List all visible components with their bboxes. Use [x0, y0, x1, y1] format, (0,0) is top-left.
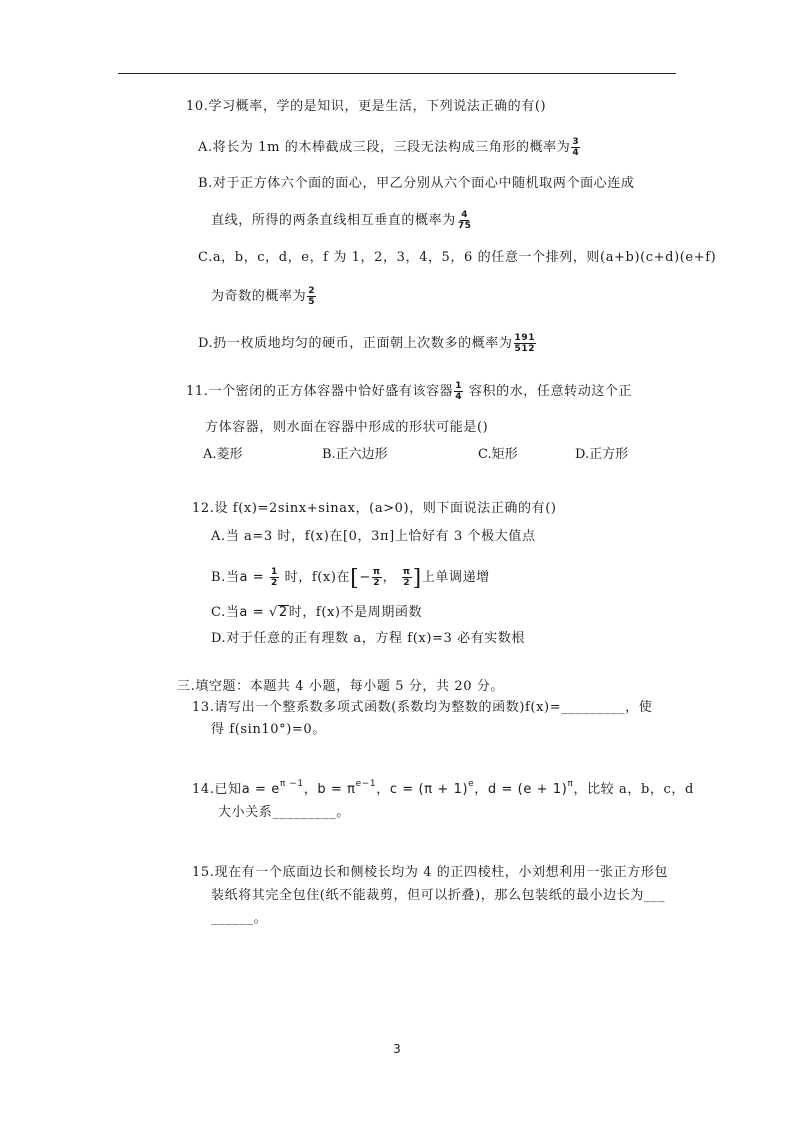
fraction: $\frac{191}{512}$	[514, 333, 536, 354]
q11-stem-line2: 方体容器，则水面在容器中形成的形状可能是()	[205, 420, 489, 435]
header-rule	[118, 73, 676, 74]
fraction: $\frac{3}{4}$	[572, 137, 580, 158]
fraction: $\frac{\pi}{2}$	[372, 567, 381, 588]
fraction: $\frac{2}{5}$	[308, 286, 316, 307]
q11-option-b: B.正六边形	[322, 447, 388, 462]
q12-option-a: A.当 a=3 时，f(x)在[0，3π]上恰好有 3 个极大值点	[211, 529, 536, 544]
q10-option-d: D.扔一枚质地均匀的硬币，正面朝上次数多的概率为 $\frac{191}{512}$	[198, 333, 536, 354]
q15-line3: ______。	[211, 911, 268, 926]
q11-option-d: D.正方形	[575, 447, 629, 462]
q15-line1: 15.现在有一个底面边长和侧棱长均为 4 的正四棱柱，小刘想利用一张正方形包	[192, 865, 669, 880]
fraction: $\frac{\pi}{2}$	[402, 567, 411, 588]
q12-option-d: D.对于任意的正有理数 a，方程 f(x)=3 必有实数根	[211, 631, 526, 646]
q11-option-c: C.矩形	[478, 447, 518, 462]
q10-option-a: A.将长为 1m 的木棒截成三段，三段无法构成三角形的概率为 $\frac{3}{4}$	[198, 137, 580, 158]
fraction: $\frac{1}{4}$	[455, 381, 463, 402]
section-3-heading: 三.填空题：本题共 4 小题，每小题 5 分，共 20 分。	[177, 679, 505, 694]
q10-stem: 10.学习概率，学的是知识，更是生活，下列说法正确的有()	[186, 99, 547, 114]
q15-line2: 装纸将其完全包住(纸不能裁剪，但可以折叠)，那么包装纸的最小边长为___	[211, 888, 666, 903]
q10-option-c-line2: 为奇数的概率为 $\frac{2}{5}$	[211, 286, 316, 307]
q11-option-a: A.菱形	[203, 447, 243, 462]
q10-option-c-line1: C.a，b，c，d，e，f 为 1，2，3，4，5，6 的任意一个排列，则(a+b)(c+d)(e+f)	[198, 250, 717, 265]
q11-stem-line1: 11.一个密闭的正方体容器中恰好盛有该容器 $\frac{1}{4}$ 容积的水，任意转动这个正	[186, 381, 633, 402]
q10-option-b-line2: 直线，所得的两条直线相互垂直的概率为 $\frac{4}{75}$	[211, 210, 472, 231]
q14-line2: 大小关系_________。	[218, 805, 350, 820]
page-number: 3	[393, 1042, 401, 1056]
q12-option-b: B.当a = $\frac{1}{2}$ 时，f(x)在[− $\frac{\pi}{2}$ ， $\frac{\pi}{2}$ ]上单调递增	[211, 566, 490, 591]
q13-line1: 13.请写出一个整系数多项式函数(系数均为整数的函数)f(x)=_________，使	[192, 700, 653, 715]
q12-option-c: C.当a = √2时，f(x)不是周期函数	[211, 605, 423, 620]
q13-line2: 得 f(sin10°)=0。	[211, 722, 326, 737]
q14-line1: 14.已知$a = e^{\pi -1}$，$b = \pi^{e-1}$，$c = (\pi + 1)^e$，$d = (e + 1)^\pi$，比较 a，b，c，d	[192, 779, 694, 797]
q10-option-b-line1: B.对于正方体六个面的面心，甲乙分别从六个面心中随机取两个面心连成	[198, 176, 635, 191]
q12-stem: 12.设 f(x)=2sinx+sinax，(a>0)，则下面说法正确的有()	[192, 501, 557, 516]
fraction: $\frac{4}{75}$	[457, 210, 472, 231]
fraction: $\frac{1}{2}$	[271, 567, 278, 588]
